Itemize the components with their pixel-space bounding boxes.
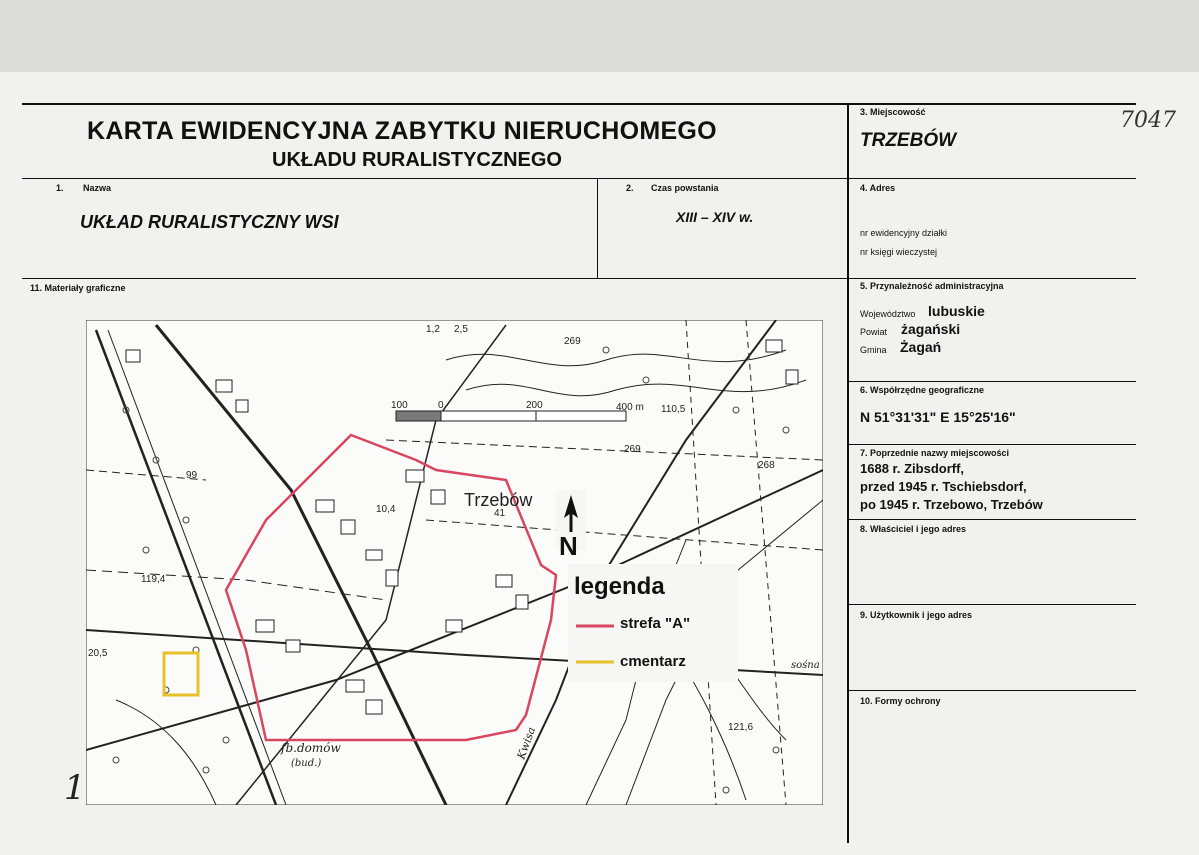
parcel-label: nr ewidencyjny działki bbox=[860, 228, 948, 238]
admin-label: 5. Przynależność administracyjna bbox=[860, 281, 1004, 291]
legend-title: legenda bbox=[574, 573, 665, 600]
river-label: Kwisa bbox=[514, 725, 539, 762]
legend-label-zone-a: strefa "A" bbox=[620, 615, 691, 632]
north-label: N bbox=[559, 531, 578, 561]
place-label: (bud.) bbox=[291, 758, 322, 769]
spot-height: 269 bbox=[564, 336, 581, 347]
spot-height: 269 bbox=[624, 444, 641, 455]
scale-label-0: 0 bbox=[438, 400, 444, 411]
rule-right-column bbox=[847, 103, 849, 843]
legend-label-cemetery: cmentarz bbox=[620, 653, 686, 670]
user-label: 9. Użytkownik i jego adres bbox=[860, 610, 973, 620]
card-subtitle: UKŁADU RURALISTYCZNEGO bbox=[272, 149, 562, 171]
place-label: fb.domów bbox=[281, 741, 341, 755]
rule-under-name bbox=[22, 278, 1136, 279]
voivodeship-label: Województwo bbox=[860, 309, 916, 319]
county-label: Powiat bbox=[860, 327, 888, 337]
locality-value: TRZEBÓW bbox=[860, 130, 957, 151]
rule-name-period bbox=[597, 179, 598, 278]
rule-under-former bbox=[848, 519, 1136, 520]
rule-under-user bbox=[848, 690, 1136, 691]
protection-label: 10. Formy ochrony bbox=[860, 696, 941, 706]
handwritten-number: 7047 bbox=[1120, 108, 1176, 133]
period-value: XIII – XIV w. bbox=[676, 209, 754, 225]
address-label: 4. Adres bbox=[860, 183, 896, 193]
locality-label: 3. Miejscowość bbox=[860, 107, 926, 117]
coords-value: N 51°31'31" E 15°25'16" bbox=[860, 409, 1016, 425]
spot-height: 1,2 bbox=[426, 324, 440, 335]
village-label: Trzebów bbox=[464, 490, 533, 510]
spot-height: 121,6 bbox=[728, 722, 754, 733]
rule-under-admin bbox=[848, 381, 1136, 382]
map-frame bbox=[86, 320, 823, 805]
land-register-label: nr księgi wieczystej bbox=[860, 247, 938, 257]
period-label: Czas powstania bbox=[651, 183, 719, 193]
rule-under-owner bbox=[848, 604, 1136, 605]
name-label-number: 1. bbox=[56, 183, 64, 193]
owner-label: 8. Właściciel i jego adres bbox=[860, 524, 967, 534]
rule-under-title bbox=[22, 178, 1136, 179]
spot-height: 110,5 bbox=[661, 404, 686, 415]
graphics-label: 11. Materiały graficzne bbox=[30, 283, 126, 293]
village-map bbox=[86, 320, 823, 805]
name-value: UKŁAD RURALISTYCZNY WSI bbox=[80, 212, 339, 232]
former-name-1: 1688 r. Zibsdorff, bbox=[860, 461, 965, 476]
spot-height: 99 bbox=[186, 470, 198, 481]
period-label-number: 2. bbox=[626, 183, 634, 193]
scale-label-200: 200 bbox=[526, 400, 543, 411]
card-title: KARTA EWIDENCYJNA ZABYTKU NIERUCHOMEGO bbox=[87, 117, 717, 145]
spot-height: 20,5 bbox=[88, 648, 108, 659]
commune-value: Żagań bbox=[900, 339, 942, 355]
page-mark: 1 bbox=[64, 768, 86, 808]
legend-panel bbox=[568, 564, 738, 682]
scale-label-100: 100 bbox=[391, 400, 408, 411]
spot-height: 41 bbox=[494, 508, 506, 519]
former-name-3: po 1945 r. Trzebowo, Trzebów bbox=[860, 497, 1043, 512]
spot-height: 119,4 bbox=[141, 574, 166, 585]
place-label: sośna bbox=[791, 660, 820, 671]
rule-top bbox=[22, 103, 1136, 105]
coords-label: 6. Współrzędne geograficzne bbox=[860, 385, 985, 395]
county-value: żagański bbox=[901, 321, 961, 337]
spot-height: 268 bbox=[758, 460, 775, 471]
spot-height: 2,5 bbox=[454, 324, 468, 335]
commune-label: Gmina bbox=[860, 345, 887, 355]
former-name-2: przed 1945 r. Tschiebsdorf, bbox=[860, 479, 1027, 494]
scale-label-400: 400 m bbox=[616, 402, 644, 413]
voivodeship-value: lubuskie bbox=[928, 303, 985, 319]
rule-under-coords bbox=[848, 444, 1136, 445]
former-names-label: 7. Poprzednie nazwy miejscowości bbox=[860, 448, 1010, 458]
scan-top-margin bbox=[0, 0, 1199, 72]
name-label: Nazwa bbox=[83, 183, 112, 193]
spot-height: 10,4 bbox=[376, 504, 396, 515]
